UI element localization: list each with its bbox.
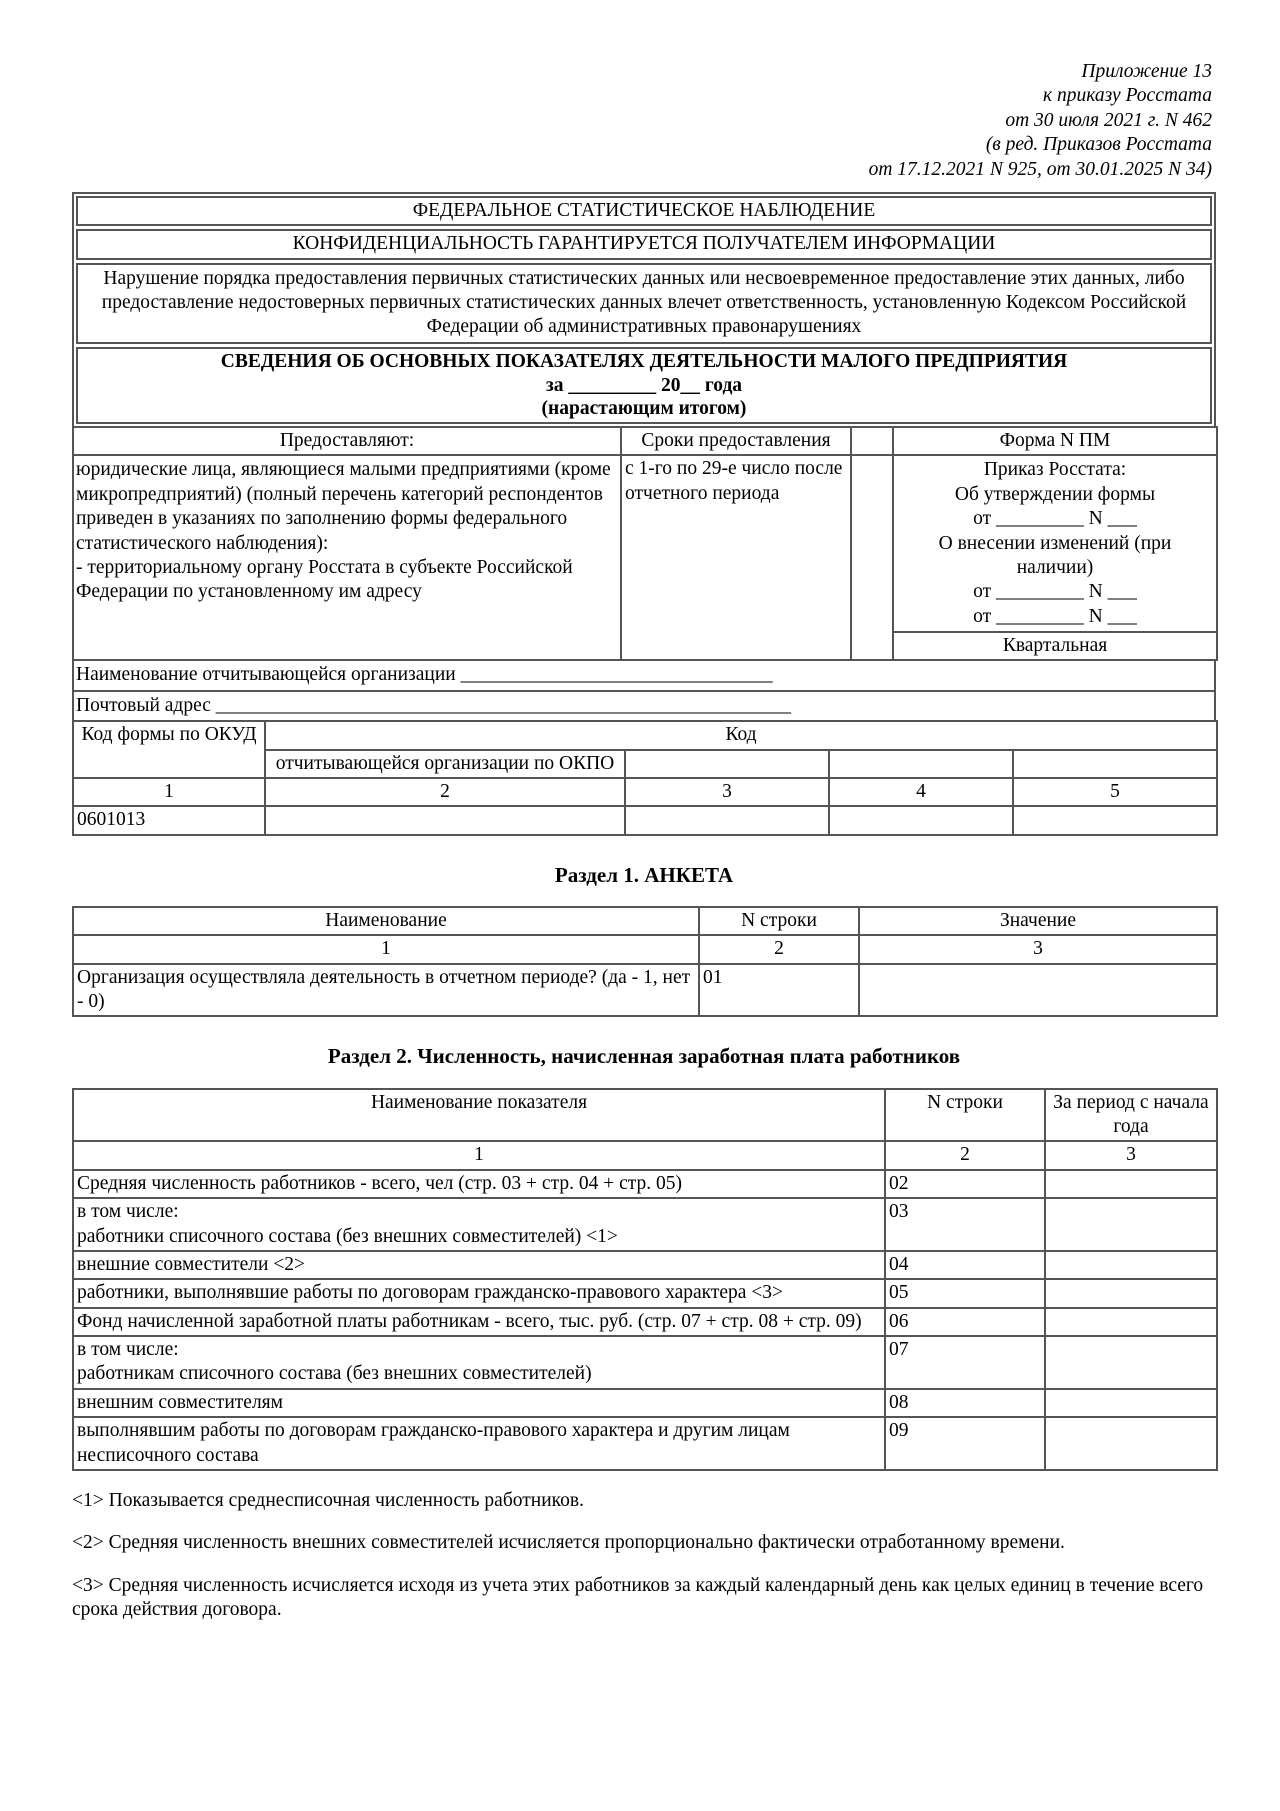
submission-table [72,426,1218,661]
row-value-field[interactable] [1045,1417,1217,1470]
row-value-field[interactable] [1045,1336,1217,1389]
form-header-block [72,192,1216,428]
section2-header-name: Наименование показателя [73,1089,885,1142]
column-number: 5 [1013,778,1217,806]
deadline-cell: с 1-го по 29-е число после отчетного периода [621,455,851,660]
submitters-text: юридические лица, являющиеся малыми предприятиями (кроме микропредприятий) (полный перечень категорий респондентов приведен в указаниях по заполнению формы федерального статистического наблюдения): [76,459,611,554]
table-row [73,1170,1217,1198]
row-value-field[interactable] [1045,1198,1217,1251]
form-title-block [76,347,1212,424]
section2-header-line: N строки [885,1089,1045,1142]
footnote: <2> Средняя численность внешних совместителей исчисляется пропорционально фактически отработанному времени. [72,1532,1065,1554]
footnotes [72,1489,1216,1623]
okud-header: Код формы по ОКУД [73,721,265,778]
federal-observation-label: ФЕДЕРАЛЬНОЕ СТАТИСТИЧЕСКОЕ НАБЛЮДЕНИЕ [76,196,1212,226]
organization-table [72,659,1216,722]
order-change-date: от _________ N ___ [973,605,1137,627]
footnote: <3> Средняя численность исчисляется исходя из учета этих работников за каждый календарный день как целых единиц в течение всего срока действия договора. [72,1574,1204,1621]
section1-title: Раздел 1. АНКЕТА [554,862,734,887]
table-row [73,964,1217,1017]
submitters-cell [73,455,621,660]
empty-cell [829,750,1013,778]
table-row [73,1389,1217,1417]
table-row [73,1251,1217,1279]
empty-cell [851,455,893,660]
row-value-field[interactable] [1045,1389,1217,1417]
okud-value: 0601013 [73,806,265,834]
order-changes: О внесении изменений (при наличии) [938,532,1172,578]
row-name: Средняя численность работников - всего, чел (стр. 03 + стр. 04 + стр. 05) [73,1170,885,1198]
row-value-field[interactable] [1045,1308,1217,1336]
section1-table [72,906,1218,1018]
column-number: 3 [625,778,829,806]
code-field[interactable] [625,806,829,834]
form-number-header: Форма N ПМ [893,427,1217,455]
row-line-number: 03 [885,1198,1045,1251]
order-approve: Об утверждении формы [954,483,1156,505]
code-field[interactable] [829,806,1013,834]
row-name: внешним совместителям [73,1389,885,1417]
row-line-number: 06 [885,1308,1045,1336]
cumulative-note: (нарастающим итогом) [541,398,747,420]
footnote: <1> Показывается среднесписочная численность работников. [72,1489,584,1511]
appendix-reference [72,60,1212,182]
column-number: 1 [73,935,699,963]
table-row [73,1308,1217,1336]
reporting-period: за _________ 20__ года [545,374,743,396]
code-header: Код [265,721,1217,749]
row-line-number: 01 [699,964,859,1017]
row-value-field[interactable] [1045,1170,1217,1198]
table-row [73,1198,1217,1251]
form-title: СВЕДЕНИЯ ОБ ОСНОВНЫХ ПОКАЗАТЕЛЯХ ДЕЯТЕЛЬНОСТИ МАЛОГО ПРЕДПРИЯТИЯ [220,350,1068,372]
column-number: 2 [265,778,625,806]
column-number: 1 [73,778,265,806]
submitters-destination: - территориальному органу Росстата в субъекте Российской Федерации по установленному им адресу [76,556,573,603]
row-name [73,1336,885,1389]
liability-warning: Нарушение порядка предоставления первичных статистических данных или несвоевременное предоставление этих данных, либо предоставление недостоверных первичных статистических данных влечет ответственность, установленную Кодексом Российской Федерации об административных правонарушениях [76,263,1212,344]
appendix-line: от 30 июля 2021 г. N 462 [1005,109,1212,131]
column-number: 3 [1045,1141,1217,1169]
row-line-number: 02 [885,1170,1045,1198]
row-name-prefix: в том числе: [77,1201,179,1223]
section1-header-name: Наименование [73,907,699,935]
order-cell [893,455,1217,632]
row-line-number: 04 [885,1251,1045,1279]
okpo-header: отчитывающейся организации по ОКПО [265,750,625,778]
okpo-value-field[interactable] [265,806,625,834]
row-name-detail: работникам списочного состава (без внешних совместителей) [77,1363,592,1385]
section1-header-value: Значение [859,907,1217,935]
organization-name-field[interactable]: Наименование отчитывающейся организации ________________________________ [73,660,1215,690]
empty-cell [851,427,893,455]
row-line-number: 07 [885,1336,1045,1389]
row-value-field[interactable] [1045,1251,1217,1279]
postal-address-field[interactable]: Почтовый адрес ___________________________________________________________ [73,691,1215,721]
row-name-detail: работники списочного состава (без внешних совместителей) <1> [77,1225,618,1247]
table-row [73,1417,1217,1470]
row-line-number: 05 [885,1279,1045,1307]
empty-cell [625,750,829,778]
row-value-field[interactable] [859,964,1217,1017]
order-change-date: от _________ N ___ [973,581,1137,603]
section1-header-line: N строки [699,907,859,935]
column-number: 2 [885,1141,1045,1169]
code-field[interactable] [1013,806,1217,834]
row-name: Фонд начисленной заработной платы работникам - всего, тыс. руб. (стр. 07 + стр. 08 + стр. 09) [73,1308,885,1336]
confidentiality-label: КОНФИДЕНЦИАЛЬНОСТЬ ГАРАНТИРУЕТСЯ ПОЛУЧАТЕЛЕМ ИНФОРМАЦИИ [76,229,1212,259]
row-name: внешние совместители <2> [73,1251,885,1279]
section2-table [72,1088,1218,1471]
row-name-prefix: в том числе: [77,1339,179,1361]
row-line-number: 08 [885,1389,1045,1417]
table-row [73,1336,1217,1389]
section2-title: Раздел 2. Численность, начисленная заработная плата работников [327,1044,961,1069]
deadline-header: Сроки предоставления [621,427,851,455]
row-name: работники, выполнявшие работы по договорам гражданско-правового характера <3> [73,1279,885,1307]
column-number: 3 [859,935,1217,963]
appendix-line: к приказу Росстата [1042,85,1212,107]
table-row [73,1279,1217,1307]
column-number: 4 [829,778,1013,806]
appendix-line: Приложение 13 [1081,61,1212,82]
row-name [73,1198,885,1251]
section2-header-period: За период с начала года [1045,1089,1217,1142]
submitters-header: Предоставляют: [73,427,621,455]
row-line-number: 09 [885,1417,1045,1470]
order-approve-date: от _________ N ___ [973,508,1137,530]
column-number: 1 [73,1141,885,1169]
row-name: выполнявшим работы по договорам гражданско-правового характера и другим лицам несписочного состава [73,1417,885,1470]
column-number: 2 [699,935,859,963]
order-title: Приказ Росстата: [983,459,1127,481]
codes-table [72,720,1218,836]
row-name: Организация осуществляла деятельность в отчетном периоде? (да - 1, нет - 0) [73,964,699,1017]
document-page [72,60,1216,1640]
appendix-line: (в ред. Приказов Росстата [985,134,1212,156]
row-value-field[interactable] [1045,1279,1217,1307]
appendix-line: от 17.12.2021 N 925, от 30.01.2025 N 34) [868,158,1212,180]
empty-cell [1013,750,1217,778]
periodicity-cell: Квартальная [893,632,1217,660]
